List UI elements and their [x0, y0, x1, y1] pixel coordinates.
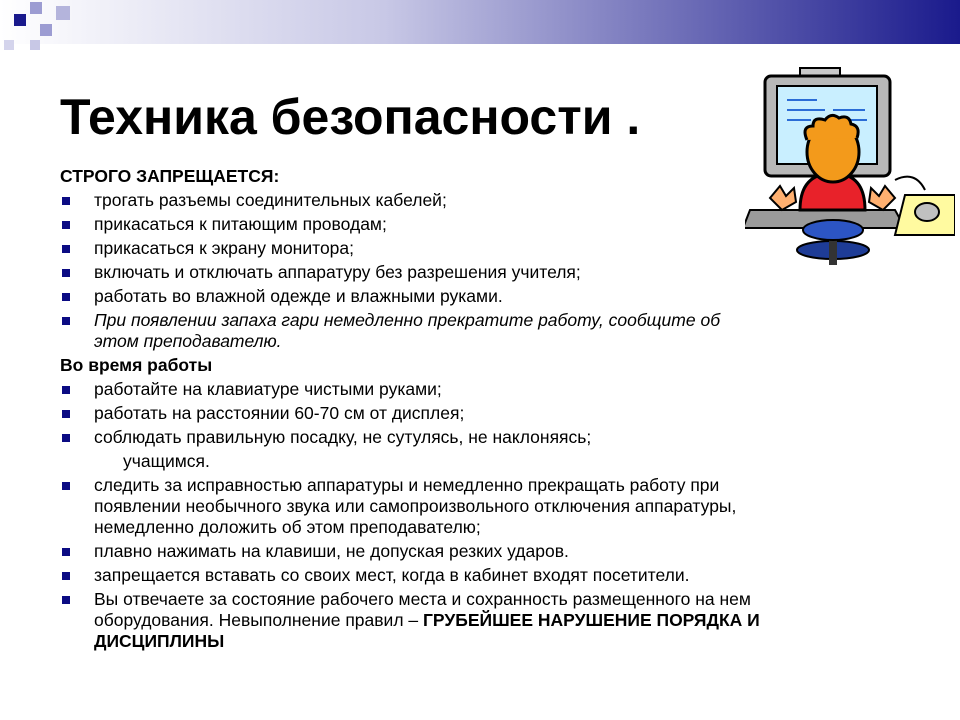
list-item: плавно нажимать на клавиши, не допуская резких ударов. — [60, 541, 920, 562]
during-work-heading: Во время работы — [60, 355, 213, 375]
slide-title: Техника безопасности . — [60, 89, 641, 145]
final-line-3-bold: ДИСЦИПЛИНЫ — [94, 631, 225, 651]
final-line-1: Вы отвечаете за состояние рабочего места и сохранность размещенного на нем — [94, 589, 751, 609]
final-line-2-plain: оборудования. Невыполнение правил – — [94, 610, 424, 630]
square-light — [4, 40, 14, 50]
square-dark — [14, 14, 26, 26]
square-light — [56, 6, 70, 20]
list-item: работайте на клавиатуре чистыми руками; — [60, 379, 920, 400]
forbidden-heading: СТРОГО ЗАПРЕЩАЕТСЯ: — [60, 166, 280, 186]
italic-line-1: При появлении запаха гари немедленно прекратите работу, сообщите об — [94, 310, 721, 330]
list-item: включать и отключать аппаратуру без разрешения учителя; — [60, 262, 920, 283]
list-item-final — [60, 589, 920, 652]
list-item-multiline — [60, 475, 920, 538]
line-part: появлении необычного звука или самопроизвольного отключения аппаратуры, — [94, 496, 737, 516]
square-light — [30, 2, 42, 14]
list-item-italic — [60, 310, 920, 352]
final-line-2-bold: ГРУБЕЙШЕЕ НАРУШЕНИЕ ПОРЯДКА И — [423, 610, 760, 630]
square-light — [40, 24, 52, 36]
italic-line-2: этом преподавателю. — [94, 331, 282, 351]
list-item: прикасаться к экрану монитора; — [60, 238, 920, 259]
list-item: соблюдать правильную посадку, не сутулясь, не наклоняясь; — [60, 427, 920, 448]
list-item: запрещается вставать со своих мест, когда в кабинет входят посетители. — [60, 565, 920, 586]
list-item: прикасаться к питающим проводам; — [60, 214, 920, 235]
list-item: работать во влажной одежде и влажными руками. — [60, 286, 920, 307]
list-item: трогать разъемы соединительных кабелей; — [60, 190, 920, 211]
square-light — [30, 40, 40, 50]
indented-continuation: учащимся. — [123, 451, 210, 471]
line-part: следить за исправностью аппаратуры и немедленно прекращать работу при — [94, 475, 720, 495]
top-gradient-band — [0, 0, 960, 44]
rules-text-block — [60, 166, 920, 655]
line-part: немедленно доложить об этом преподавателю; — [94, 517, 481, 537]
list-item: работать на расстоянии 60-70 см от дисплея; — [60, 403, 920, 424]
corner-squares-decoration — [0, 0, 80, 60]
